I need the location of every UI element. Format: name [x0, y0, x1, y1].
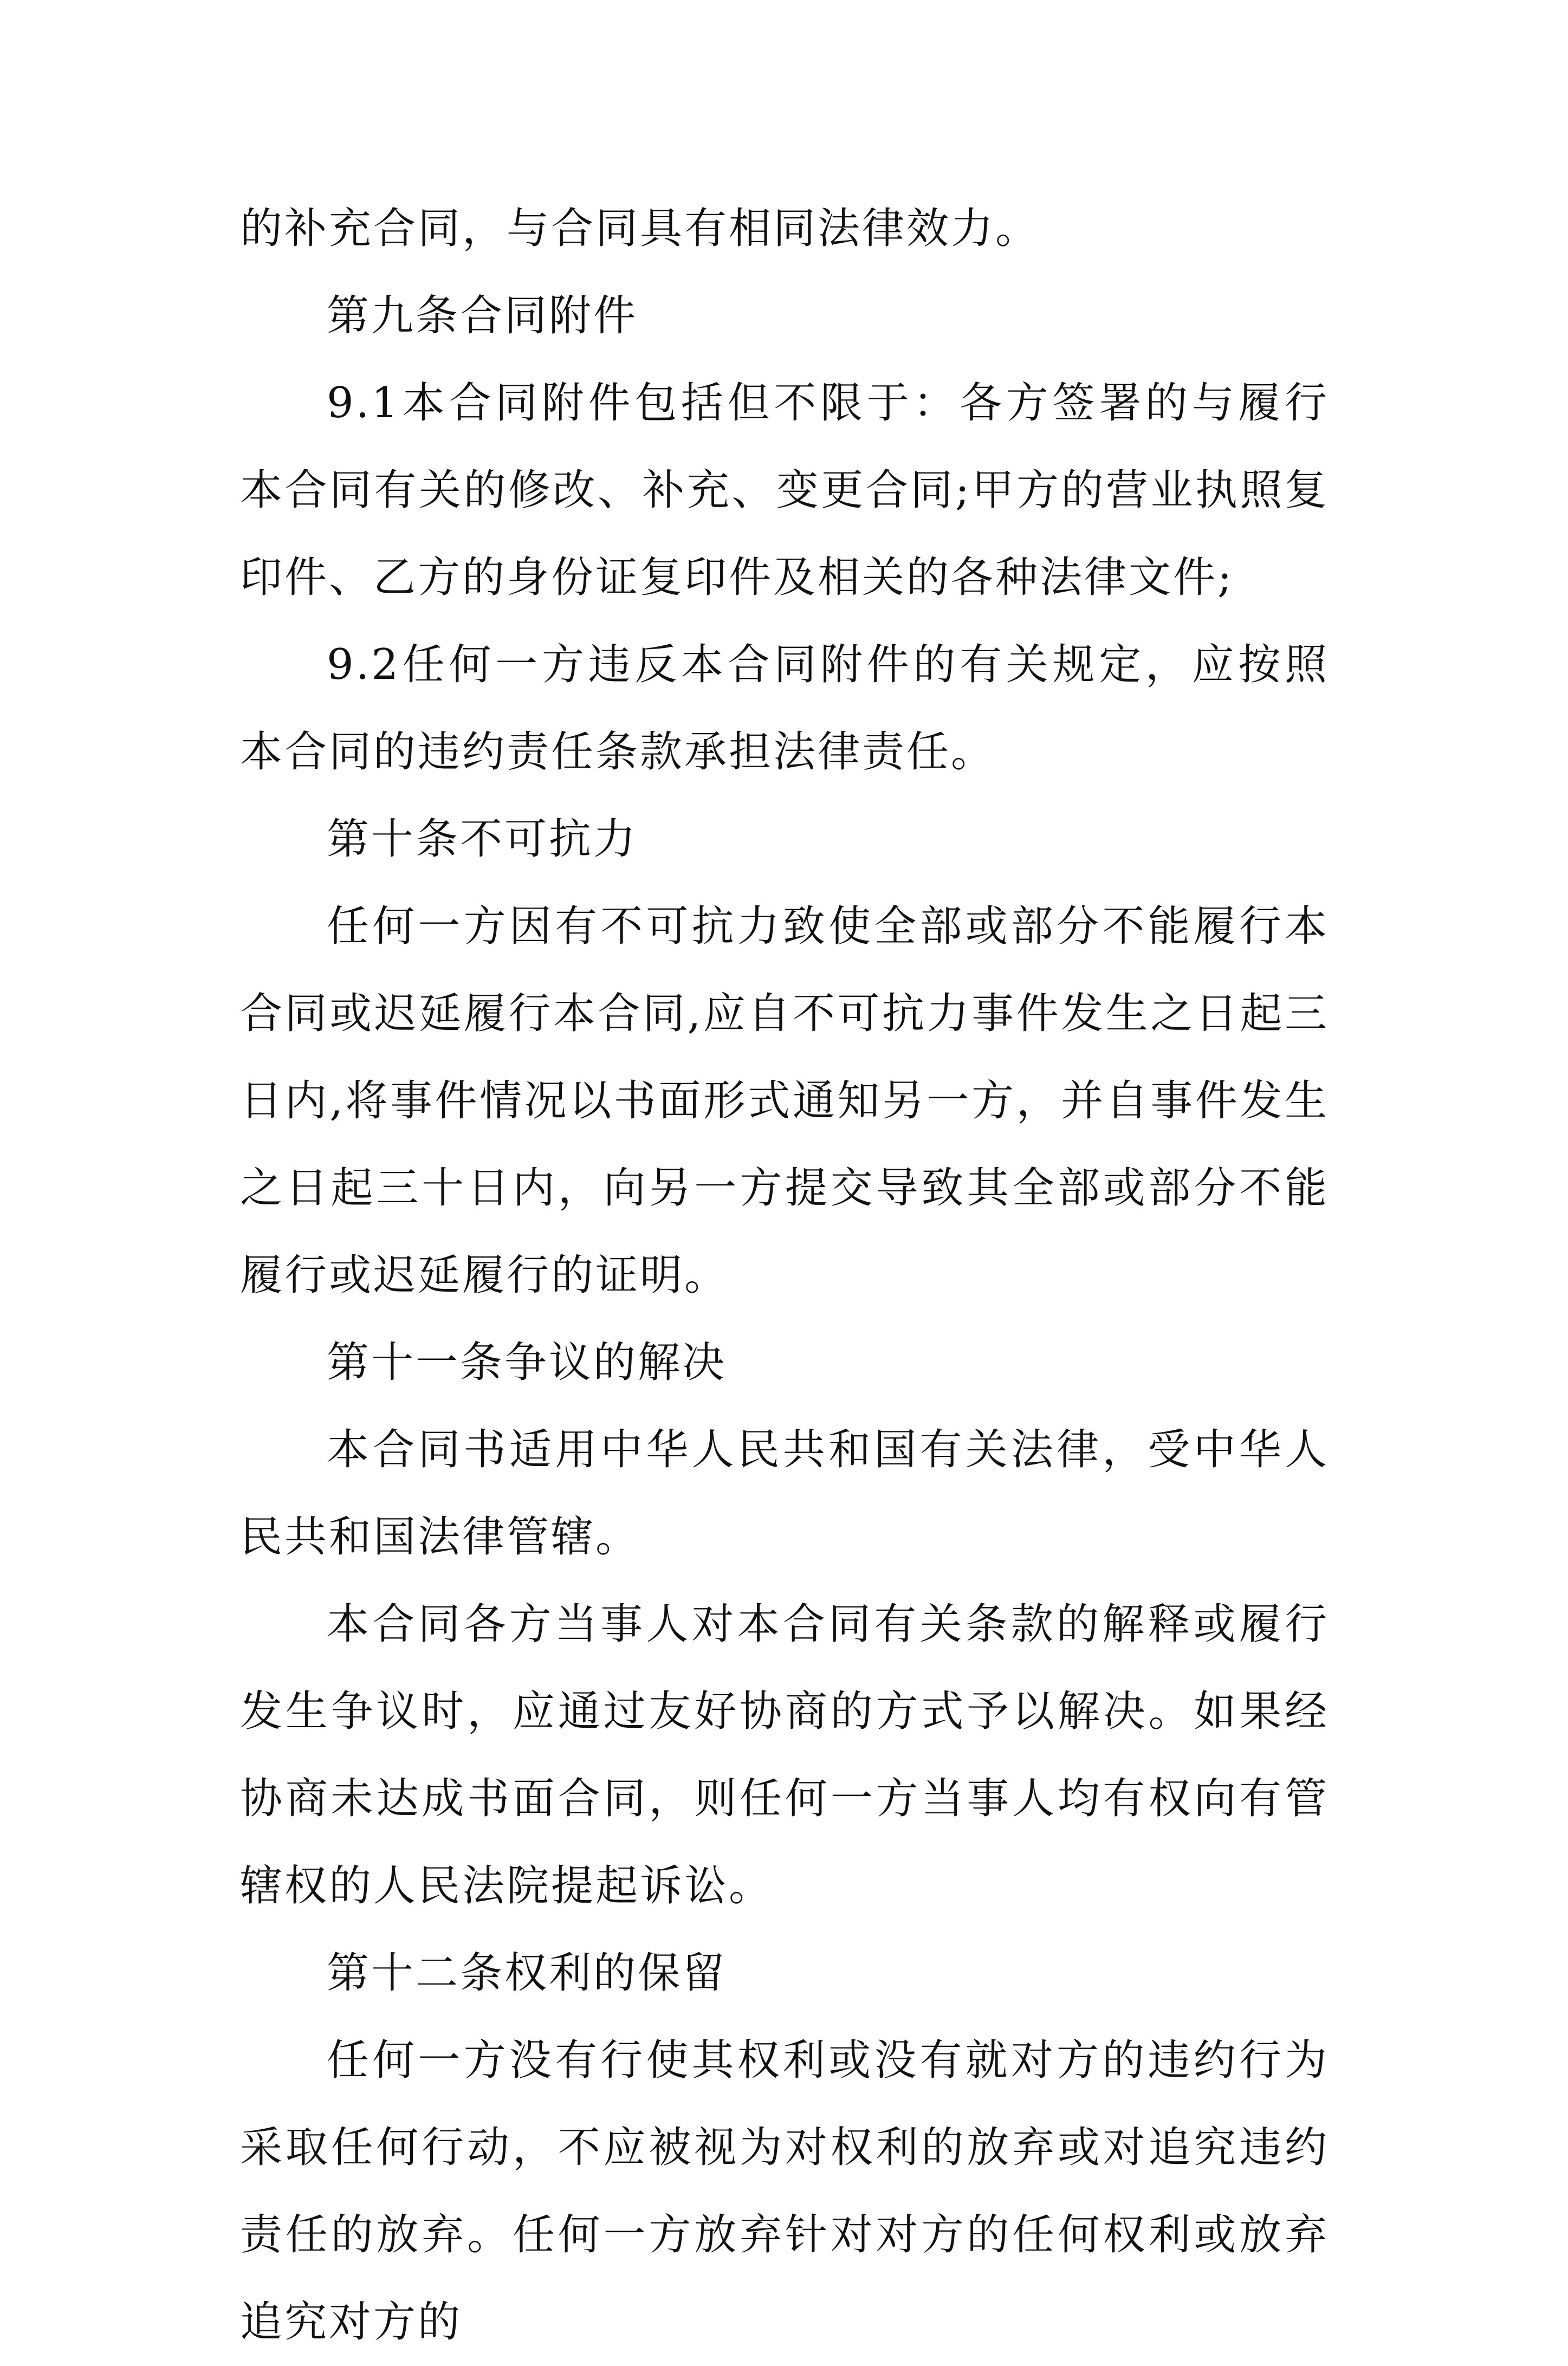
article-10-heading: 第十条不可抗力 — [327, 815, 638, 864]
article-10-body: 任何一方因有不可抗力致使全部或部分不能履行本合同或迟延履行本合同,应自不可抗力事件发生之日起三日内,将事件情况以书面形式通知另一方，并自事件发生之日起三十日内，向另一方提交导致其全部或部分不能履行或迟延履行的证明。 — [240, 902, 1329, 1300]
clause-9-1: 9.1本合同附件包括但不限于：各方签署的与履行本合同有关的修改、补充、变更合同;甲方的营业执照复印件、乙方的身份证复印件及相关的各种法律文件; — [240, 379, 1329, 602]
paragraph-continuation: 的补充合同，与合同具有相同法律效力。 — [240, 204, 1040, 253]
article-11-body-1: 本合同书适用中华人民共和国有关法律，受中华人民共和国法律管辖。 — [240, 1425, 1329, 1561]
article-12-body: 任何一方没有行使其权利或没有就对方的违约行为采取任何行动，不应被视为对权利的放弃或对追究违约责任的放弃。任何一方放弃针对对方的任何权利或放弃追究对方的 — [240, 2036, 1329, 2346]
clause-9-2: 9.2任何一方违反本合同附件的有关规定，应按照本合同的违约责任条款承担法律责任。 — [240, 640, 1329, 776]
article-11-body-2: 本合同各方当事人对本合同有关条款的解释或履行发生争议时，应通过友好协商的方式予以解决。如果经协商未达成书面合同，则任何一方当事人均有权向有管辖权的人民法院提起诉讼。 — [240, 1600, 1329, 1910]
article-11-heading: 第十一条争议的解决 — [327, 1338, 727, 1387]
document-body — [240, 185, 1329, 2366]
article-12-heading: 第十二条权利的保留 — [327, 1949, 727, 1998]
article-9-heading: 第九条合同附件 — [327, 291, 638, 340]
